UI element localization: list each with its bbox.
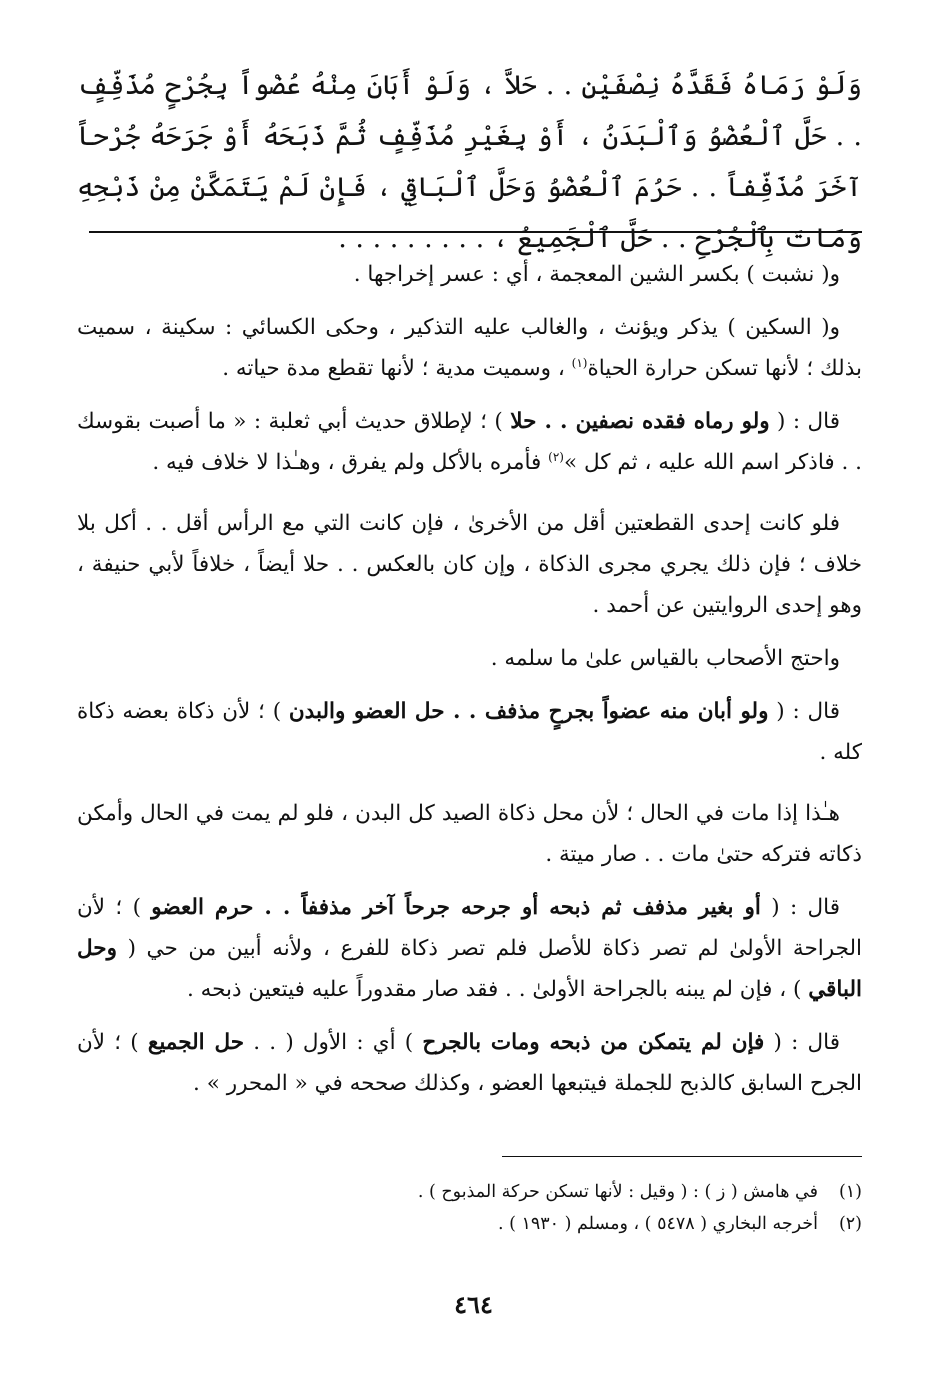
footnote <box>77 1208 862 1240</box>
commentary-paragraph: قال : ( فإن لم يتمكن من ذبحه ومات بالجرح ) أي : الأول ( . . حل الجميع ) ؛ لأن الجرح السابق كالذبح للجملة فيتبعها العضو ، وكذلك صححه في « المحرر » . <box>77 1030 862 1096</box>
footnote-number: (٢) <box>838 1214 862 1234</box>
matn-quote: ولو أبان منه عضواً بجرحٍ مذفف . . حل العضو والبدن <box>288 699 769 724</box>
footnote-text: أخرجه البخاري ( ٥٤٧٨ ) ، ومسلم ( ١٩٣٠ ) . <box>497 1214 818 1234</box>
footnote-reference[interactable]: (٢) <box>548 449 564 464</box>
footnote-reference[interactable]: (١) <box>571 355 588 370</box>
footnote-text: في هامش ( ز ) : ( وقيل : لأنها تسكن حركة المذبوح ) . <box>417 1182 818 1202</box>
page-number: ٤٦٤ <box>454 1290 493 1319</box>
commentary-paragraph: قال : ( ولو رماه فقده نصفين . . حلا ) ؛ لإطلاق حديث أبي ثعلبة : « ما أصبت بقوسك . . فاذكر اسم الله عليه ، ثم كل »$^{(٢)}$ فأمره بالأكل ولم يفرق ، وهـٰذا لا خلاف فيه . <box>77 409 862 475</box>
matn-text: وَلَوْ رَمَاهُ فَقَدَّهُ نِصْفَيْنِ . . حَلاَّ ، وَلَوْ أَبَانَ مِنْهُ عُضْواً بِجُرْحٍ مُذَفِّفٍ . . حَلَّ ٱلْعُضْوُ وَٱلْبَدَنُ ، أَوْ بِغَيْرِ مُذَفِّفٍ ثُمَّ ذَبَحَهُ أَوْ جَرَحَهُ جُرْحاً آخَرَ مُذَفِّفاً . . حَرُمَ ٱلْعُضْوُ وَحَلَّ ٱلْبَاقِي ، فَإِنْ لَمْ يَتَمَكَّنْ مِنْ ذَبْحِهِ وَمَاتَ بِٱلْجُرْحِ . . حَلَّ ٱلْجَمِيعُ ، . . . . . . . . . <box>77 70 862 254</box>
commentary-paragraph: فلو كانت إحدى القطعتين أقل من الأخرىٰ ، فإن كانت التي مع الرأس أقل . . أكل بلا خلاف ؛ فإن ذلك يجري مجرى الذكاة ، وإن كان بالعكس . . حلا أيضاً ، خلافاً لأبي حنيفة ، وهو إحدى الروايتين عن أحمد . <box>77 511 862 618</box>
matn-quote: وحل الباقي <box>77 936 862 1002</box>
commentary <box>77 254 862 1116</box>
footnotes <box>77 1176 862 1240</box>
matn-quote: أو بغير مذفف ثم ذبحه أو جرحه جرحاً آخر مذففاً . . حرم العضو <box>151 895 761 920</box>
footnote-separator <box>502 1156 862 1157</box>
matn-quote: ولو رماه فقده نصفين . . حلا <box>510 409 770 434</box>
matn-separator <box>89 231 862 233</box>
matn-quote: فإن لم يتمكن من ذبحه ومات بالجرح <box>422 1030 765 1055</box>
commentary-paragraph: هـٰذا إذا مات في الحال ؛ لأن محل ذكاة الصيد كل البدن ، فلو لم يمت في الحال وأمكن ذكاته فتركه حتىٰ مات . . صار ميتة . <box>77 801 862 867</box>
footnote <box>77 1176 862 1208</box>
commentary-paragraph: قال : ( أو بغير مذفف ثم ذبحه أو جرحه جرحاً آخر مذففاً . . حرم العضو ) ؛ لأن الجراحة الأولىٰ لم تصر ذكاة للأصل فلم تصر ذكاة للفرع ، ولأنه أبين من حي ( وحل الباقي ) ، فإن لم يبنه بالجراحة الأولىٰ . . فقد صار مقدوراً عليه فيتعين ذبحه . <box>77 895 862 1002</box>
commentary-paragraph: قال : ( ولو أبان منه عضواً بجرحٍ مذفف . . حل العضو والبدن ) ؛ لأن ذكاة بعضه ذكاة كله . <box>77 699 862 765</box>
commentary-paragraph: و( نشبت ) بكسر الشين المعجمة ، أي : عسر إخراجها . <box>353 262 840 287</box>
commentary-paragraph: و( السكين ) يذكر ويؤنث ، والغالب عليه التذكير ، وحكى الكسائي : سكينة ، سميت بذلك ؛ لأنها تسكن حرارة الحياة$^{(١)}$ ، وسميت مدية ؛ لأنها تقطع مدة حياته . <box>77 315 862 381</box>
footnote-number: (١) <box>838 1182 862 1202</box>
commentary-paragraph: واحتج الأصحاب بالقياس علىٰ ما سلمه . <box>490 646 840 671</box>
matn-quote: حل الجميع <box>147 1030 245 1055</box>
